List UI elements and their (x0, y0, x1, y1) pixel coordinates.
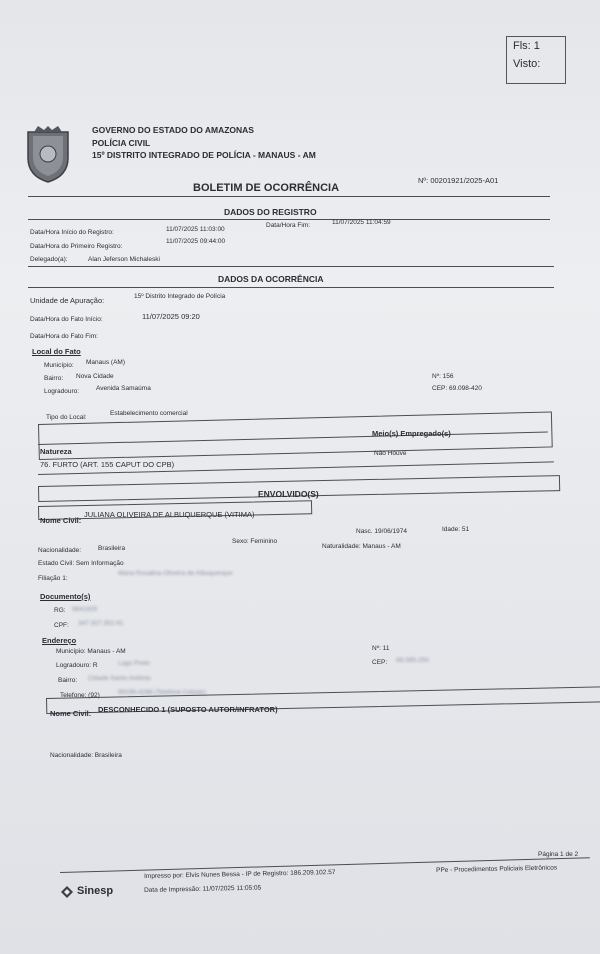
section-envolvidos: ENVOLVIDO(S) (258, 489, 319, 499)
section-registro: DADOS DO REGISTRO (224, 207, 317, 217)
vitima-name-label: Nome Civil: (40, 516, 82, 525)
local-fato-heading: Local do Fato (32, 347, 81, 356)
autor-name: DESCONHECIDO 1 (SUPOSTO AUTOR/INFRATOR) (98, 705, 278, 714)
natureza-value: 76. FURTO (ART. 155 CAPUT DO CPB) (40, 460, 175, 469)
natureza-header: Natureza (40, 447, 72, 456)
document-number: Nº: 00201921/2025-A01 (418, 176, 499, 185)
vitima-idade: Idade: 51 (442, 526, 470, 533)
rg-label: RG: (54, 607, 66, 614)
vitima-sexo: Sexo: Feminino (232, 538, 278, 545)
tipo-local-label: Tipo do Local: (46, 414, 87, 421)
meio-value: Não Houve (374, 450, 407, 457)
header-police: POLÍCIA CIVIL (92, 138, 151, 148)
unidade-value: 15º Distrito Integrado de Polícia (134, 293, 226, 300)
nacionalidade-label: Nacionalidade: (38, 547, 82, 554)
filiacao-label: Filiação 1: (38, 575, 68, 582)
documentos-heading: Documento(s) (40, 592, 91, 601)
delegado-value: Alan Jeferson Michaleski (88, 256, 160, 263)
vitima-naturalidade: Naturalidade: Manaus - AM (322, 543, 401, 550)
ppe-label: PPe - Procedimentos Policiais Eletrônicos (436, 864, 558, 874)
header-district: 15º DISTRITO INTEGRADO DE POLÍCIA - MANAUS - AM (92, 150, 316, 160)
logradouro-value: Avenida Samaúma (96, 385, 151, 392)
data-impressao: Data de Impressão: 11/07/2025 11:05:05 (144, 884, 262, 894)
autor-name-label: Nome Civil: (50, 709, 92, 718)
fim-registro-label: Data/Hora Fim: (266, 222, 311, 229)
fim-registro-value: 11/07/2025 11:04:59 (332, 219, 391, 226)
telefone-value: 99196-4286 (Telefone Celular) (118, 689, 206, 696)
municipio-value: Manaus (AM) (86, 359, 126, 366)
endereco-cep-value: 69.085-250 (396, 657, 429, 664)
endereco-municipio: Município: Manaus - AM (56, 648, 126, 655)
cpf-value: 347.307.352-91 (78, 620, 124, 627)
visto-label: Visto: (513, 58, 541, 70)
title-rule (28, 196, 550, 197)
endereco-logradouro-value: Lago Preto (118, 660, 150, 667)
primeiro-registro-label: Data/Hora do Primeiro Registro: (30, 243, 123, 250)
ocorrencia-rule (28, 287, 554, 288)
meios-header: Meio(s) Empregado(s) (372, 429, 451, 438)
police-crest-icon (24, 126, 72, 184)
unidade-label: Unidade de Apuração: (30, 296, 105, 305)
inicio-registro-value: 11/07/2025 11:03:00 (166, 226, 225, 233)
nacionalidade-value: Brasileira (98, 545, 126, 552)
endereco-bairro-label: Bairro: (58, 677, 78, 684)
page-number: Página 1 de 2 (538, 851, 579, 858)
vitima-nascimento: Nasc. 19/06/1974 (356, 528, 407, 535)
impresso-por: Impresso por: Elvis Nunes Bessa - IP de Registro: 186.209.102.57 (144, 868, 336, 880)
local-numero: Nº: 156 (432, 373, 454, 380)
autor-nacionalidade: Nacionalidade: Brasileira (50, 752, 122, 759)
folha-stamp-box (506, 36, 566, 84)
sinesp-logo-text: Sinesp (77, 885, 114, 897)
sinesp-logo-icon (60, 885, 74, 899)
fato-fim-label: Data/Hora do Fato Fim: (30, 333, 98, 340)
endereco-cep-label: CEP: (372, 659, 388, 666)
endereco-bairro-value: Cidade Santo Antônio (88, 675, 151, 682)
fato-inicio-value: 11/07/2025 09:20 (142, 312, 200, 321)
header-government: GOVERNO DO ESTADO DO AMAZONAS (92, 125, 254, 135)
vitima-name: JULIANA OLIVEIRA DE ALBUQUERQUE (VITIMA) (84, 510, 255, 519)
inicio-registro-label: Data/Hora Início do Registro: (30, 229, 114, 236)
estado-civil: Estado Civil: Sem Informação (38, 560, 124, 567)
local-cep: CEP: 69.098-420 (432, 385, 482, 392)
cpf-label: CPF: (54, 622, 69, 629)
section-ocorrencia: DADOS DA OCORRÊNCIA (218, 274, 324, 284)
registro-rule (28, 219, 550, 220)
primeiro-registro-value: 11/07/2025 09:44:00 (166, 238, 226, 245)
tipo-local-value: Estabelecimento comercial (110, 410, 188, 417)
logradouro-label: Logradouro: (44, 388, 80, 395)
bairro-value: Nova Cidade (76, 373, 114, 380)
rg-value: 9641925 (72, 606, 98, 613)
endereco-heading: Endereço (42, 636, 77, 645)
telefone-label: Telefone: (92) (60, 692, 100, 699)
document-title: BOLETIM DE OCORRÊNCIA (193, 182, 340, 194)
fls-label: Fls: 1 (513, 40, 540, 52)
filiacao-value: Maria Rosalina Oliveira de Albuquerque (118, 570, 233, 577)
delegado-label: Delegado(a): (30, 256, 68, 263)
endereco-numero: Nº: 11 (372, 645, 390, 652)
bairro-label: Bairro: (44, 375, 64, 382)
natureza-table (38, 411, 553, 460)
delegado-rule (28, 266, 554, 267)
fato-inicio-label: Data/Hora do Fato Início: (30, 316, 103, 323)
endereco-logradouro-label: Logradouro: R (56, 662, 98, 669)
municipio-label: Município: (44, 362, 74, 369)
